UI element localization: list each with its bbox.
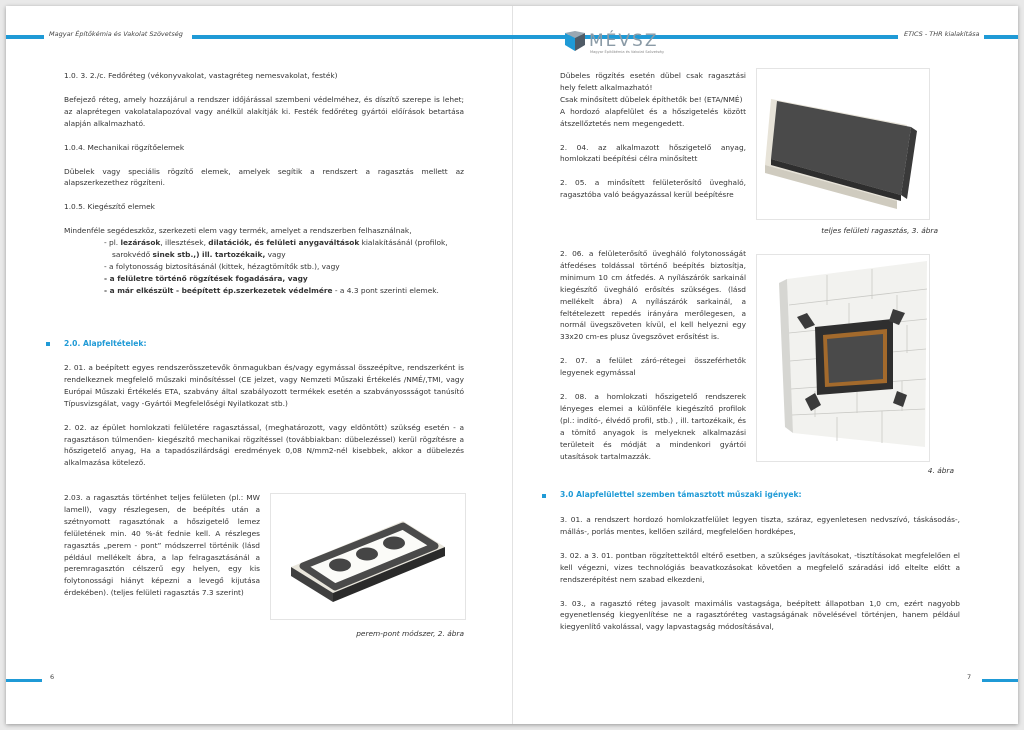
- mevsz-logo: [564, 31, 684, 57]
- footer-bar: [6, 679, 42, 682]
- logo-subtitle: Magyar Építőkémia és Vakolat Szövetség: [590, 50, 664, 54]
- paragraph-dubeles: Dübeles rögzítés esetén dübel csak ragasztási hely felett alkalmazható!: [560, 71, 746, 92]
- paragraph-2-04: 2. 04. az alkalmazott hőszigetelő anyag, homlokzati beépítési célra minősített: [560, 142, 746, 164]
- paragraph-fedoreteg: Befejező réteg, amely hozzájárul a rendszer időjárással szembeni védelméhez, és díszítő szerepe is lehet; az alaprétegen vakolatalapozóval vagy anélkül alakítják ki. Festék fedőréteg gyártói előírások betartása alapján alkalmazható.: [64, 94, 464, 128]
- right-text-block-3: [560, 514, 960, 633]
- left-header-title: Magyar Építőkémia és Vakolat Szövetség: [49, 30, 183, 38]
- left-text-block-2: [64, 362, 464, 469]
- figure-2-perem-pont: [270, 493, 466, 620]
- paragraph-3-01: 3. 01. a rendszert hordozó homlokzatfelület legyen tiszta, száraz, egyenletesen nedvszívó, táskásodás-, mállás-, porlás mentes, kellően szilárd, megfelelően hordképes,: [560, 515, 960, 536]
- footer-bar: [982, 679, 1018, 682]
- right-header-title: ETICS - THR kialakítása: [904, 30, 980, 38]
- paragraph-3-02: 3. 02. a 3. 01. pontban rögzítettektől eltérő esetben, a szükséges javításokat, -tisztításokat megfelelően el kell végezni, vizes technológiás beavatkozásokat követően a megfelelő száradási idő eltelte előtt a rendszerépítést nem szabad elkezdeni,: [560, 550, 960, 584]
- window-corner-mesh-illustration: [757, 255, 929, 461]
- header-bar: [984, 35, 1018, 39]
- left-page-number: 6: [50, 673, 55, 681]
- header-bar: [6, 35, 44, 39]
- right-page: [512, 6, 1018, 724]
- right-col-text-2: [560, 248, 746, 463]
- list-item: - a már elkészült - beépített ép.szerkezetek védelmére - a 4.3 pont szerinti elemek.: [104, 285, 439, 295]
- paragraph-atszellozetes: A hordozó alapfelület és a hőszigetelés között átszellőztetés nem megengedett.: [560, 106, 746, 128]
- paragraph-2-05: 2. 05. a minősített felületerősítő üveghaló, ragasztóba való beágyazással kerül beépítésre: [560, 178, 746, 200]
- list-item: - a folytonosság biztosításánál (kittek, hézagtömítők stb.), vagy: [104, 261, 340, 271]
- figure-2-caption: perem-pont módszer, 2. ábra: [356, 629, 464, 638]
- figure-3-caption: teljes felületi ragasztás, 3. ábra: [821, 226, 938, 235]
- right-col-text: [560, 70, 746, 201]
- paragraph-dubelek: Dübelek vagy speciális rögzítő elemek, amelyek segítik a rendszert a ragasztás mellett az alapszerkezethez rögzíteni.: [64, 166, 464, 188]
- perem-pont-illustration: [271, 494, 465, 619]
- right-page-number: 7: [967, 673, 972, 681]
- paragraph-2-03: 2.03. a ragasztás történhet teljes felületen (pl.: MW lamell), vagy részlegesen, de beépítés után a szétnyomott ragasztónak a hőszigetelő lemez felületének min. 40 %-át fednie kell. A részleges ragasztás „perem - pont” módszerrel történik (lásd például mellékelt ábra, a lap felragasztásánál a peremragasztón célszerű egy helyen, egy kis folytonossági hiányt képezni a levegő kijutása érdekében). (teljes felületi ragasztás 7.3 szerint): [64, 493, 260, 598]
- figure-4-caption: 4. ábra: [927, 466, 954, 475]
- figure-3-teljes-feluleti: [756, 68, 930, 220]
- section-title-alapfelulet: 3.0 Alapfelülettel szemben támasztott műszaki igények:: [560, 490, 802, 499]
- list-item: - pl. lezárások, illesztések, dilatációk, és felületi anygaváltások kialakításánál (profilok,: [104, 238, 448, 248]
- paragraph-minositett-dubelek: Csak minősített dübelek építhetők be! (ETA/NMÉ): [560, 94, 743, 104]
- figure-4-window-reinforcement: [756, 254, 930, 462]
- logo-mark-icon: [564, 31, 586, 53]
- paragraph-3-03: 3. 03., a ragasztó réteg javasolt maximális vastagsága, beépített állapotban 1,0 cm, ezért nagyobb egyenetlenség kiegyenlítése ne a ragasztóréteg vastagságának növelésével történjen, hanem például kiegyenlítő vakolással, vagy lapvastagság módosításával,: [560, 598, 960, 632]
- list-item: - a felületre történő rögzítések fogadására, vagy: [104, 273, 308, 283]
- paragraph-2-07: 2. 07. a felület záró-rétegei összeférhetők legyenek egymással: [560, 356, 746, 378]
- heading-1-0-3: 1.0. 3. 2./c. Fedőréteg (vékonyvakolat, vastagréteg nemesvakolat, festék): [64, 71, 338, 80]
- paragraph-2-02: 2. 02. az épület homlokzati felületére ragasztással, (meghatározott, vagy eldöntött) szükség esetén - a ragasztáson túlmenően- kiegészítő mechanikai rögzítéssel (továbbiakban: dübelezéssel) kerül rögzítésre a hőszigetelő anyag, Ha a tapadószilárdsági eredmények 0,08 N/mm2-nél kisebbek, akkor a dübelezés alkalmazása kötelező.: [64, 422, 464, 468]
- heading-1-0-4: 1.0.4. Mechanikai rögzítőelemek: [64, 142, 185, 152]
- paragraph-kiegeszito: Mindenféle segédeszköz, szerkezeti elem vagy termék, amelyet a rendszerben felhasználnak,: [64, 226, 412, 236]
- paragraph-2-06: 2. 06. a felületerősítő üvegháló folytonosságát átfedéses toldással történő beépítés biztosítja, minimum 10 cm átfedés. A nyílászárók sarkainál kiegészítő üvegháló erősítés szükséges. (lásd mellékelt ábra) A nyílászárók sarkainál, a feltételezett repedés irányára merőlegesen, a normál üvegszöveten kívül, el kell helyezni egy 33x20 cm-es plusz üvegszövet erősítést is.: [560, 249, 746, 342]
- paragraph-2-01: 2. 01. a beépített egyes rendszerösszetevők önmagukban és/vagy egymással összeépítve, rendszerként is rendelkeznek megfelelő műszaki minősítéssel (CE jelzet, vagy Nemzeti Műszaki Értékelés /NMÉ/,TMI, vagy Európai Műszaki Értékelés ETA, szabvány által szabályozott termékek esetén a szabványossságot tanúsító Típusvizsgálat, vagy -Gyártói Megfelelőségi Nyilatkozat stb.): [64, 363, 464, 408]
- section-bullet: [46, 342, 50, 346]
- left-text-block: [64, 70, 464, 297]
- full-surface-illustration: [757, 69, 929, 219]
- list-item: sarokvédő sinek stb.,) ill. tartozékaik, vagy: [112, 250, 286, 260]
- header-rule: [192, 35, 512, 39]
- left-page: [6, 6, 513, 724]
- section-title-alapfeltetelek: 2.0. Alapfeltételek:: [64, 339, 147, 348]
- paragraph-2-08: 2. 08. a homlokzati hőszigetelő rendszerek lényeges elemei a különféle kiegészítő profilok (pl.: indító-, élvédő profil, stb.) , ill. tartozékaik, és a tömítő anyagok is melyeknek alkalmazási területeit és módját a mindenkori gyártói utasítások tartalmazzák.: [560, 392, 746, 461]
- logo-word: MÉVSZ: [589, 31, 659, 51]
- section-bullet: [542, 494, 546, 498]
- heading-1-0-5: 1.0.5. Kiegészítő elemek: [64, 202, 155, 212]
- document-spread: [6, 6, 1018, 724]
